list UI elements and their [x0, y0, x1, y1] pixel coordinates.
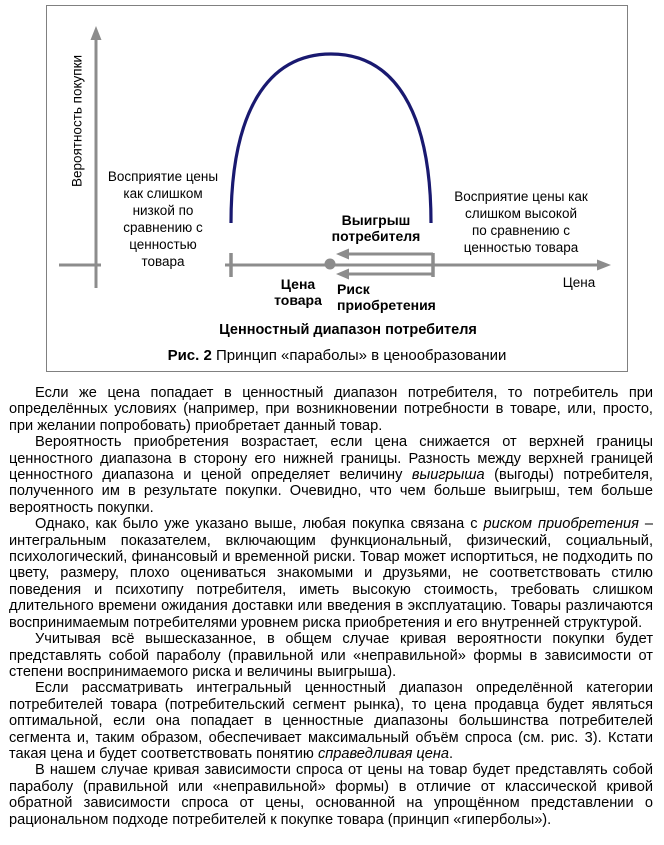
risk-arrow-head-icon — [336, 269, 349, 280]
note-line: слишком высокой — [465, 206, 577, 221]
text-run: Если рассматривать интегральный ценностный диапазон определённой категории потребителей товара (потребительский сегмент рынка), то цена продавца будет являться оптимальной, если она попадает в ценностные диапазоны большинства потребителей сегмента и, таким образом, обеспечивает максимальный объём спроса (см. рис. 3). Кстати такая цена и будет соответствовать понятию — [9, 680, 653, 762]
body-paragraph — [9, 516, 653, 631]
note-line: сравнению с — [123, 220, 203, 235]
x-axis-label: Цена — [562, 275, 596, 290]
text-run: Вероятность приобретения возрастает, если цена снижается от верхней границы ценностного диапазона в сторону его нижней границы. Разность между верхней границей ценностного диапазона и ценой определяет величину — [9, 434, 653, 484]
parabola-curve — [231, 54, 431, 223]
text-run: (выгоды) потребителя, полученного им в результате покупки. Очевидно, что чем больше выигрыш, тем больше вероятность покупки. — [9, 467, 653, 516]
figure-2-box — [46, 5, 628, 372]
italic-term: риском приобретения — [483, 516, 639, 533]
consumer-gain-label: Выигрыш потребителя — [331, 212, 421, 244]
document-body — [9, 385, 653, 828]
body-paragraph — [9, 631, 653, 680]
body-paragraph — [9, 385, 653, 434]
product-price-label: Цена товара — [274, 276, 322, 308]
figure-caption-number: Рис. 2 — [167, 347, 212, 364]
text-run: Если же цена попадает в ценностный диапазон потребителя, то потребитель при определённых условиях (например, при возникновении потребности в товаре, или, просто, при желании попробовать) приобретает данный товар. — [9, 385, 653, 434]
text-run: В нашем случае кривая зависимости спроса от цены на товар будет представлять собой параболу (правильной или «неправильной» формы) в отличие от классической кривой обратной зависимости спроса от цены, основанной на упрощённом представлении о рациональном подходе потребителей к покупке товара (принцип «гиперболы»). — [9, 762, 653, 828]
note-line: по сравнению с — [471, 223, 571, 238]
figure-caption-text: Принцип «параболы» в ценообразовании — [211, 347, 507, 364]
note-line: ценностью товара — [463, 240, 579, 255]
y-axis-arrowhead-icon — [91, 26, 102, 40]
italic-term: выигрыша — [411, 467, 485, 484]
note-line: как слишком — [123, 186, 203, 201]
y-axis-label: Вероятность покупки — [69, 54, 85, 188]
body-paragraph — [9, 434, 653, 516]
price-point-dot — [325, 259, 336, 270]
x-axis-arrowhead-icon — [597, 260, 611, 271]
figure-caption — [47, 347, 627, 364]
note-line: низкой по — [132, 203, 194, 218]
text-run: Учитывая всё вышесказанное, в общем случае кривая вероятности покупки будет представлять собой параболу (правильной или «неправильной» формы в зависимости от степени воспринимаемого риска и величины выигрыша). — [9, 631, 653, 680]
italic-term: справедливая цена — [317, 745, 450, 762]
note-line: Восприятие цены — [107, 169, 219, 184]
too-high-price-note — [423, 188, 619, 256]
value-range-label: Ценностный диапазон потребителя — [219, 322, 477, 338]
text-run: Однако, как было уже указано выше, любая покупка связана с — [35, 516, 484, 533]
note-line: товара — [141, 254, 185, 269]
note-line: Восприятие цены как — [454, 189, 588, 204]
body-paragraph — [9, 680, 653, 762]
body-paragraph — [9, 762, 653, 828]
gain-arrow-head-icon — [336, 249, 349, 260]
note-line: ценностью — [129, 237, 197, 252]
text-run: – интегральным показателем, включающим функциональный, физический, социальный, психологический, финансовый и временной риски. Товар может испортиться, не подходить по цвету, размеру, плохо оцениваться знакомыми и друзьями, не соответствовать стилю поведения и психотипу потребителя, иметь высокую стоимость, требовать слишком длительного времени ожидания доставки или введения в эксплуатацию. Товары различаются воспринимаемым потребителями уровнем риска приобретения и его внутренней структурой. — [9, 516, 653, 631]
purchase-risk-label: Риск приобретения — [337, 281, 436, 313]
text-run: . — [449, 745, 454, 762]
too-low-price-note — [101, 168, 225, 270]
